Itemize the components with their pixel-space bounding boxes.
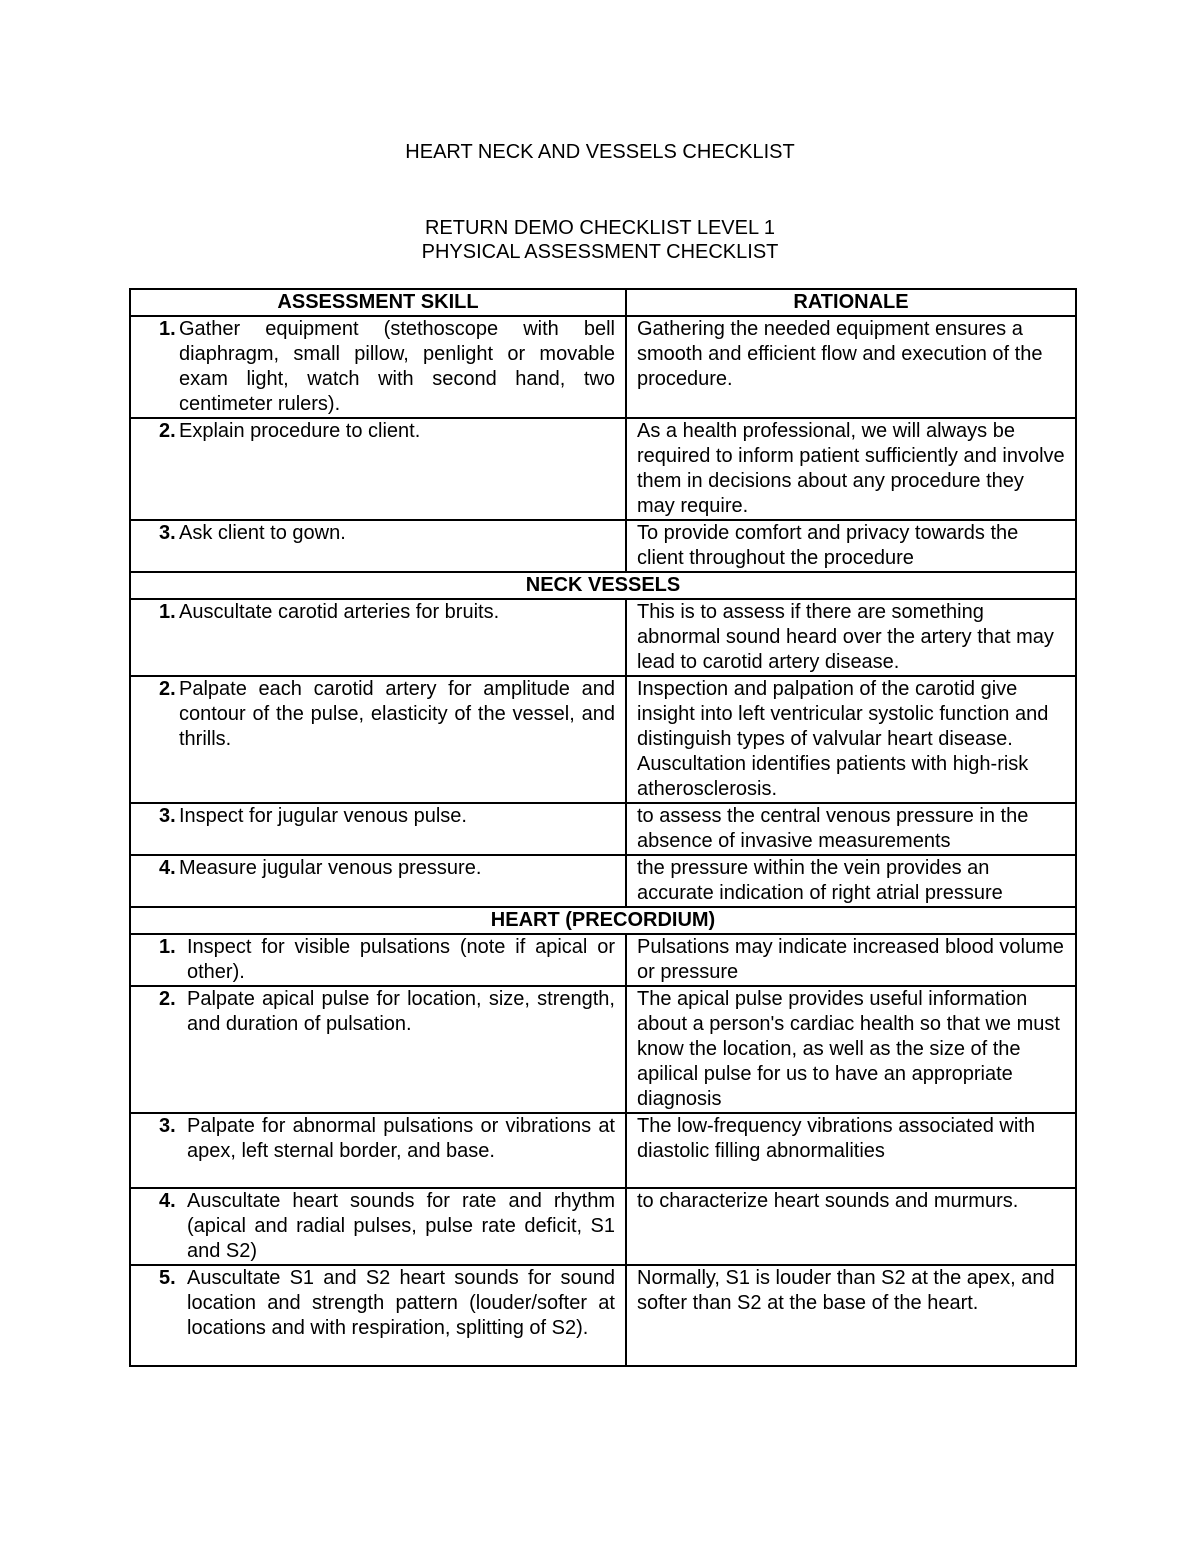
rationale-cell: the pressure within the vein provides an accurate indication of right atrial pressure [626, 855, 1076, 907]
table-row [130, 1188, 1076, 1265]
section-row-neck-vessels [130, 572, 1076, 599]
skill-text: Auscultate S1 and S2 heart sounds for sound location and strength pattern (louder/softer at locations and with respiration, splitting of S2). [187, 1267, 615, 1339]
table-row [130, 1265, 1076, 1366]
rationale-cell: Gathering the needed equipment ensures a smooth and efficient flow and execution of the procedure. [626, 316, 1076, 418]
step-number: 4. [159, 857, 176, 879]
skill-text: Palpate for abnormal pulsations or vibrations at apex, left sternal border, and base. [187, 1115, 615, 1162]
skill-text: Auscultate carotid arteries for bruits. [179, 601, 500, 623]
table-row [130, 418, 1076, 520]
skill-cell [130, 520, 626, 572]
column-header-rationale: RATIONALE [626, 289, 1076, 316]
rationale-cell: The apical pulse provides useful information about a person's cardiac health so that we must know the location, as well as the size of the apilical pulse for us to have an appropriate diagnosis [626, 986, 1076, 1113]
skill-text: Measure jugular venous pressure. [179, 857, 482, 879]
subtitle-physical-assessment: PHYSICAL ASSESSMENT CHECKLIST [421, 241, 779, 263]
skill-text: Inspect for jugular venous pulse. [179, 805, 467, 827]
rationale-cell: As a health professional, we will always be required to inform patient sufficiently and involve them in decisions about any procedure they may require. [626, 418, 1076, 520]
table-row [130, 520, 1076, 572]
skill-text: Auscultate heart sounds for rate and rhythm (apical and radial pulses, pulse rate deficit, S1 and S2) [187, 1190, 615, 1262]
section-heading-heart-precordium: HEART (PRECORDIUM) [130, 907, 1076, 934]
skill-cell [130, 1265, 626, 1366]
table-row [130, 1113, 1076, 1188]
rationale-cell: The low-frequency vibrations associated with diastolic filling abnormalities [626, 1113, 1076, 1188]
skill-text: Ask client to gown. [179, 522, 346, 544]
skill-text: Palpate apical pulse for location, size, strength, and duration of pulsation. [187, 988, 615, 1035]
skill-cell [130, 855, 626, 907]
skill-cell [130, 803, 626, 855]
step-number: 5. [159, 1267, 176, 1289]
skill-text: Inspect for visible pulsations (note if apical or other). [187, 936, 615, 983]
rationale-cell: To provide comfort and privacy towards the client throughout the procedure [626, 520, 1076, 572]
section-heading-neck-vessels: NECK VESSELS [130, 572, 1076, 599]
section-row-heart-precordium [130, 907, 1076, 934]
table-row [130, 316, 1076, 418]
step-number: 2. [159, 420, 176, 442]
skill-cell [130, 676, 626, 803]
step-number: 4. [159, 1190, 176, 1212]
step-number: 3. [159, 522, 176, 544]
step-number: 3. [159, 805, 176, 827]
skill-text: Palpate each carotid artery for amplitude and contour of the pulse, elasticity of the vessel, and thrills. [179, 678, 615, 750]
table-header-row [130, 289, 1076, 316]
step-number: 2. [159, 678, 176, 700]
rationale-cell: Inspection and palpation of the carotid give insight into left ventricular systolic function and distinguish types of valvular heart disease. Auscultation identifies patients with high-risk atherosclerosis. [626, 676, 1076, 803]
table-row [130, 986, 1076, 1113]
step-number: 2. [159, 988, 176, 1010]
table-row [130, 855, 1076, 907]
skill-cell [130, 1188, 626, 1265]
skill-text: Explain procedure to client. [179, 420, 421, 442]
subtitle-return-demo: RETURN DEMO CHECKLIST LEVEL 1 [424, 217, 776, 239]
skill-cell [130, 1113, 626, 1188]
step-number: 1. [159, 318, 176, 340]
rationale-cell: This is to assess if there are something abnormal sound heard over the artery that may lead to carotid artery disease. [626, 599, 1076, 676]
rationale-cell: to assess the central venous pressure in the absence of invasive measurements [626, 803, 1076, 855]
skill-cell [130, 986, 626, 1113]
skill-cell [130, 599, 626, 676]
table-row [130, 599, 1076, 676]
table-row [130, 934, 1076, 986]
skill-cell [130, 418, 626, 520]
skill-cell [130, 316, 626, 418]
column-header-assessment-skill: ASSESSMENT SKILL [130, 289, 626, 316]
rationale-cell: Pulsations may indicate increased blood volume or pressure [626, 934, 1076, 986]
step-number: 1. [159, 601, 176, 623]
checklist-table [129, 288, 1077, 1367]
table-row [130, 803, 1076, 855]
rationale-cell: Normally, S1 is louder than S2 at the apex, and softer than S2 at the base of the heart. [626, 1265, 1076, 1366]
document-title: HEART NECK AND VESSELS CHECKLIST [405, 141, 795, 163]
step-number: 3. [159, 1115, 176, 1137]
table-row [130, 676, 1076, 803]
rationale-cell: to characterize heart sounds and murmurs. [626, 1188, 1076, 1265]
skill-cell [130, 934, 626, 986]
skill-text: Gather equipment (stethoscope with bell diaphragm, small pillow, penlight or movable exam light, watch with second hand, two centimeter rulers). [179, 318, 615, 415]
step-number: 1. [159, 936, 176, 958]
